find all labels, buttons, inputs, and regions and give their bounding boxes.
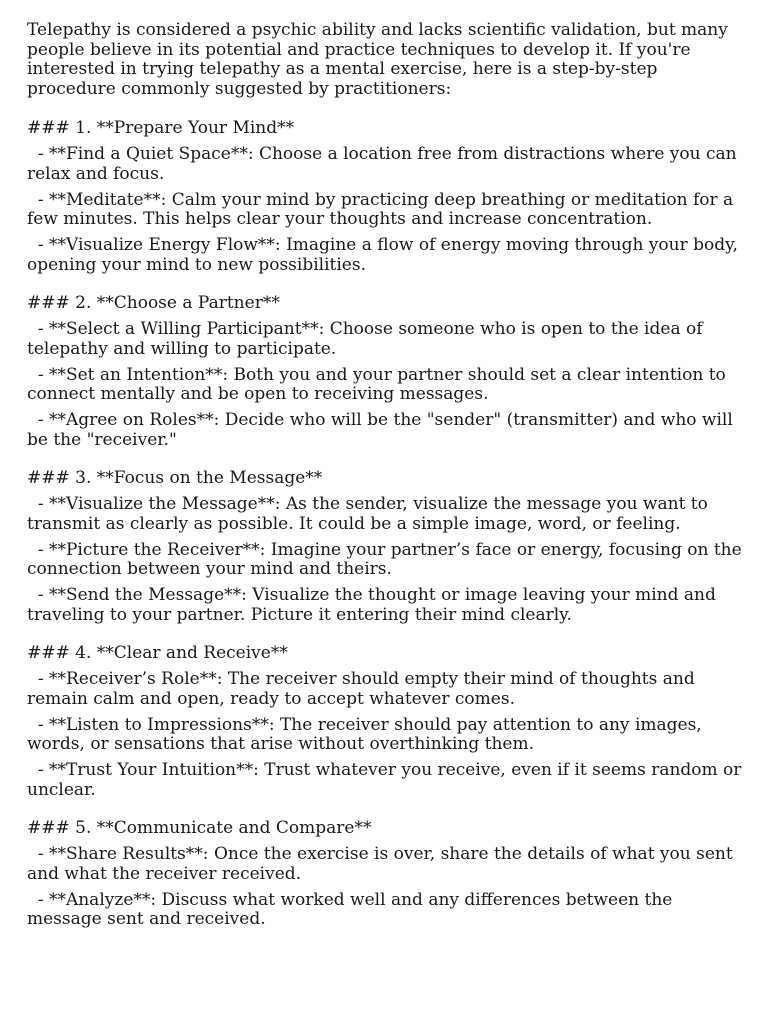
section-heading: ### 4. **Clear and Receive** xyxy=(27,643,288,663)
list-indent xyxy=(27,190,38,210)
list-item xyxy=(27,411,747,450)
list-indent xyxy=(27,410,38,430)
list-item-text: - **Share Results**: Once the exercise is over, share the details of what you sent and what the receiver received. xyxy=(27,844,733,884)
section-heading: ### 1. **Prepare Your Mind** xyxy=(27,118,295,138)
list-item xyxy=(27,541,747,580)
intro-paragraph: Telepathy is considered a psychic ability and lacks scientific validation, but many people believe in its potential and practice techniques to develop it. If you're interested in trying telepathy as a mental exercise, here is a step-by-step procedure commonly suggested by practitioners: xyxy=(27,20,728,99)
list-indent xyxy=(27,715,38,735)
list-item-text: - **Picture the Receiver**: Imagine your partner’s face or energy, focusing on the connection between your mind and theirs. xyxy=(27,539,742,579)
list-item xyxy=(27,845,747,884)
section-4 xyxy=(27,644,747,800)
list-item xyxy=(27,366,747,405)
section-2 xyxy=(27,294,747,450)
list-item-text: - **Meditate**: Calm your mind by practicing deep breathing or meditation for a few minutes. This helps clear your thoughts and increase concentration. xyxy=(27,189,734,229)
list-indent xyxy=(27,235,38,255)
section-3 xyxy=(27,469,747,625)
list-item-text: - **Select a Willing Participant**: Choose someone who is open to the idea of telepathy and willing to participate. xyxy=(27,319,703,359)
list-indent xyxy=(27,144,38,164)
list-indent xyxy=(27,540,38,560)
list-indent xyxy=(27,669,38,689)
list-item xyxy=(27,320,747,359)
list-indent xyxy=(27,585,38,605)
list-indent xyxy=(27,494,38,514)
list-indent xyxy=(27,890,38,910)
list-item-text: - **Send the Message**: Visualize the thought or image leaving your mind and traveling to your partner. Picture it entering their mind clearly. xyxy=(27,585,716,625)
list-item-text: - **Visualize the Message**: As the sender, visualize the message you want to transmit as clearly as possible. It could be a simple image, word, or feeling. xyxy=(27,494,708,534)
list-item-text: - **Trust Your Intuition**: Trust whatever you receive, even if it seems random or unclear. xyxy=(27,760,742,800)
list-indent xyxy=(27,365,38,385)
section-1 xyxy=(27,119,747,275)
list-indent xyxy=(27,844,38,864)
list-indent xyxy=(27,319,38,339)
list-item-text: - **Analyze**: Discuss what worked well and any differences between the message sent and received. xyxy=(27,889,673,929)
section-5 xyxy=(27,819,747,930)
list-item-text: - **Listen to Impressions**: The receiver should pay attention to any images, words, or sensations that arise without overthinking them. xyxy=(27,714,702,754)
list-item xyxy=(27,891,747,930)
section-heading: ### 3. **Focus on the Message** xyxy=(27,468,323,488)
list-item xyxy=(27,191,747,230)
list-item xyxy=(27,236,747,275)
document-body xyxy=(27,21,747,930)
list-item xyxy=(27,495,747,534)
list-indent xyxy=(27,760,38,780)
list-item-text: - **Agree on Roles**: Decide who will be the "sender" (transmitter) and who will be the "receiver." xyxy=(27,410,733,450)
list-item-text: - **Set an Intention**: Both you and your partner should set a clear intention to connect mentally and be open to receiving messages. xyxy=(27,364,726,404)
sections-container xyxy=(27,119,747,930)
list-item-text: - **Find a Quiet Space**: Choose a location free from distractions where you can relax and focus. xyxy=(27,144,737,184)
list-item xyxy=(27,716,747,755)
list-item xyxy=(27,761,747,800)
list-item xyxy=(27,670,747,709)
section-heading: ### 5. **Communicate and Compare** xyxy=(27,818,372,838)
list-item-text: - **Visualize Energy Flow**: Imagine a flow of energy moving through your body, opening your mind to new possibilities. xyxy=(27,235,738,275)
list-item-text: - **Receiver’s Role**: The receiver should empty their mind of thoughts and remain calm and open, ready to accept whatever comes. xyxy=(27,669,695,709)
list-item xyxy=(27,145,747,184)
list-item xyxy=(27,586,747,625)
section-heading: ### 2. **Choose a Partner** xyxy=(27,293,280,313)
